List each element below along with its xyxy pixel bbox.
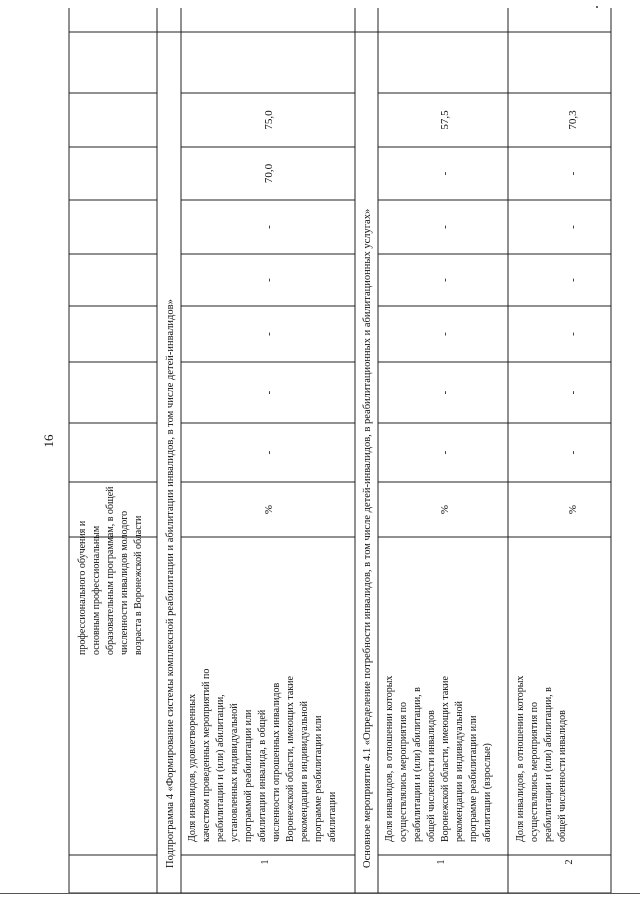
value-cell: -	[567, 278, 579, 282]
value-cell: -	[439, 225, 451, 229]
value-cell: -	[567, 332, 579, 336]
value-cell: -	[439, 278, 451, 282]
value-cell: -	[263, 225, 275, 229]
value-cell: -	[567, 225, 579, 229]
row-indicator-text: Доля инвалидов, удовлетворенных качеством проведенных мероприятий по реабилитации и (или) абилитации, установленных индивидуальной программой реабилитации или абилитации инвалида, в общей численности опрошенных инвалидов Воронежской области, имеющих такие рекомендации в индивидуальной программе реабилитации или абилитации	[187, 668, 338, 842]
value-cell: -	[263, 450, 275, 455]
unit-cell: %	[263, 504, 275, 515]
value-cell: -	[567, 171, 579, 176]
row-number: 2	[564, 859, 575, 865]
value-cell: 70,0	[263, 163, 275, 184]
value-cell: 70,3	[567, 110, 579, 130]
value-cell: -	[263, 278, 275, 282]
row-indicator-text: Доля инвалидов, в отношении которых осуществлялись мероприятия по реабилитации и (или) абилитации, в общей численности инвалидов	[515, 675, 568, 842]
row-number: 1	[436, 859, 447, 865]
unit-cell: %	[567, 504, 579, 515]
value-cell: -	[567, 390, 579, 395]
unit-cell: %	[439, 504, 451, 515]
value-cell: -	[263, 332, 275, 336]
value-cell: 75,0	[263, 110, 275, 130]
value-cell: -	[567, 450, 579, 455]
value-cell: -	[263, 390, 275, 395]
row-values	[439, 110, 451, 514]
value-cell: 57,5	[439, 110, 451, 130]
value-cell: -	[439, 390, 451, 395]
value-cell: -	[439, 332, 451, 336]
value-cell: -	[439, 450, 451, 455]
row-values	[263, 110, 275, 514]
top-row-text: профессионального обучения и основным профессиональным образовательным программам, в общей численности инвалидов молодого возраста в Воронежской области	[77, 486, 144, 655]
subprogram-heading: Подпрограмма 4 «Формирование системы комплексной реабилитации и абилитации инвалидов, в том числе детей-инвалидов»	[165, 299, 176, 868]
value-cell: -	[439, 171, 451, 176]
page-number: 16	[41, 434, 56, 448]
page-edge-line	[0, 893, 640, 894]
row-number: 1	[260, 859, 271, 865]
measure-heading: Основное мероприятие 4.1 «Определение потребности инвалидов, в том числе детей-инвалидов, в реабилитационных и абилитационных услугах»	[362, 208, 373, 868]
row-indicator-text: Доля инвалидов, в отношении которых осуществлялись мероприятия по реабилитации и (или) абилитации, в общей численности инвалидов Воронежской области, имеющих такие рекомендации в индивидуальной программе реабилитации или абилитации (взрослые)	[384, 675, 493, 842]
row-values	[567, 110, 579, 514]
